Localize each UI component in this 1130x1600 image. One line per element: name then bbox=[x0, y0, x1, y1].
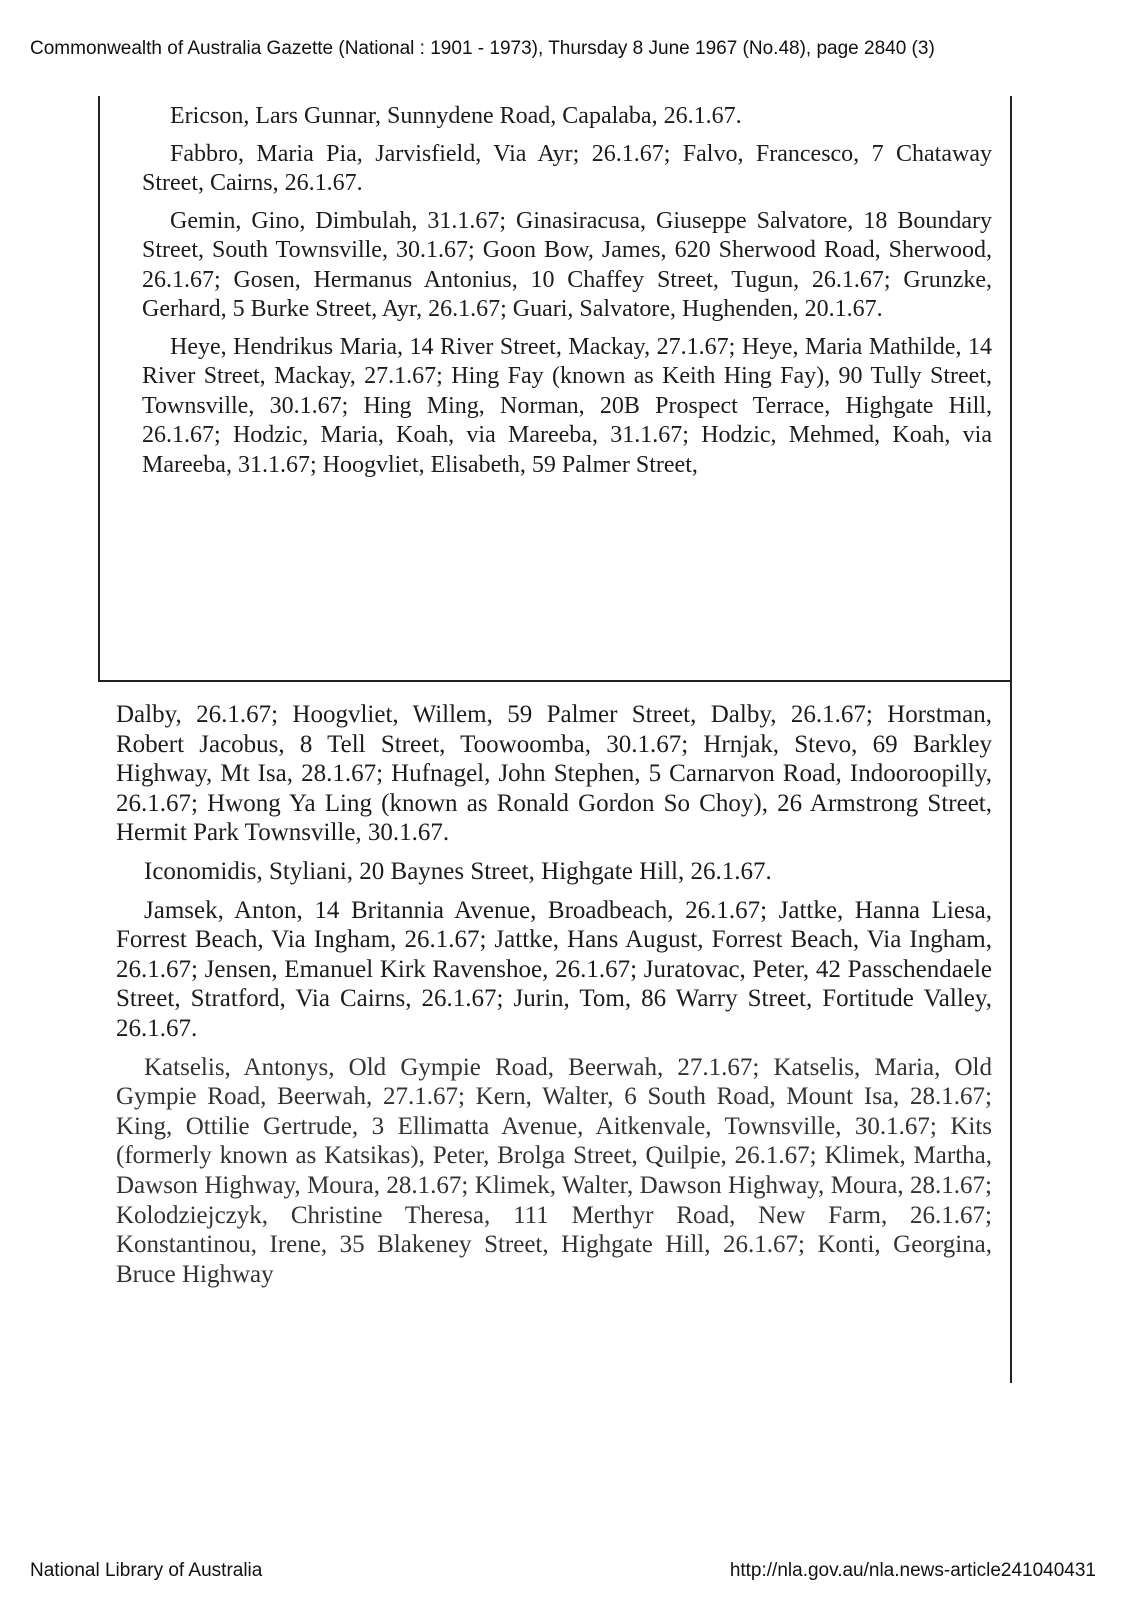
paragraph-f-entries: Fabbro, Maria Pia, Jarvisfield, Via Ayr; 26.1.67; Falvo, Francesco, 7 Chataway Street, Cairns, 26.1.67. bbox=[142, 140, 992, 196]
gazette-scan-area bbox=[98, 96, 1012, 1383]
paragraph-h-entries: Heye, Hendrikus Maria, 14 River Street, Mackay, 27.1.67; Heye, Maria Mathilde, 14 River Street, Mackay, 27.1.67; Hing Fay (known as Keith Hing Fay), 90 Tully Street, Townsville, 30.1.67; Hing Ming, Norman, 20B Prospect Terrace, Highgate Hill, 26.1.67; Hodzic, Maria, Koah, via Mareeba, 31.1.67; Hodzic, Mehmed, Koah, via Mareeba, 31.1.67; Hoogvliet, Elisabeth, 59 Palmer Street, bbox=[142, 333, 992, 478]
section-divider-rule bbox=[98, 680, 1012, 682]
top-column-block bbox=[142, 102, 992, 488]
page-citation-header: Commonwealth of Australia Gazette (National : 1901 - 1973), Thursday 8 June 1967 (No.48), page 2840 (3) bbox=[30, 38, 935, 59]
paragraph-h-continued: Dalby, 26.1.67; Hoogvliet, Willem, 59 Palmer Street, Dalby, 26.1.67; Horstman, Robert Jacobus, 8 Tell Street, Toowoomba, 30.1.67; Hrnjak, Stevo, 69 Barkley Highway, Mt Isa, 28.1.67; Hufnagel, John Stephen, 5 Carnarvon Road, Indooroopilly, 26.1.67; Hwong Ya Ling (known as Ronald Gordon So Choy), 26 Armstrong Street, Hermit Park Townsville, 30.1.67. bbox=[116, 701, 992, 847]
footer-article-link[interactable]: http://nla.gov.au/nla.news-article241040431 bbox=[729, 1560, 1096, 1581]
paragraph-k-entries: Katselis, Antonys, Old Gympie Road, Beerwah, 27.1.67; Katselis, Maria, Old Gympie Road, Beerwah, 27.1.67; Kern, Walter, 6 South Road, Mount Isa, 28.1.67; King, Ottilie Gertrude, 3 Ellimatta Avenue, Aitkenvale, Townsville, 30.1.67; Kits (formerly known as Katsikas), Peter, Brolga Street, Quilpie, 26.1.67; Klimek, Martha, Dawson Highway, Moura, 28.1.67; Klimek, Walter, Dawson Highway, Moura, 28.1.67; Kolodziejczyk, Christine Theresa, 111 Merthyr Road, New Farm, 26.1.67; Konstantinou, Irene, 35 Blakeney Street, Highgate Hill, 26.1.67; Konti, Georgina, Bruce Highway bbox=[116, 1053, 992, 1288]
paragraph-j-entries: Jamsek, Anton, 14 Britannia Avenue, Broadbeach, 26.1.67; Jattke, Hanna Liesa, Forrest Beach, Via Ingham, 26.1.67; Jattke, Hans August, Forrest Beach, Via Ingham, 26.1.67; Jensen, Emanuel Kirk Ravenshoe, 26.1.67; Juratovac, Peter, 42 Passchendaele Street, Stratford, Via Cairns, 26.1.67; Jurin, Tom, 86 Warry Street, Fortitude Valley, 26.1.67. bbox=[116, 896, 992, 1042]
footer-library-name: National Library of Australia bbox=[30, 1560, 263, 1581]
paragraph-e-entries: Ericson, Lars Gunnar, Sunnydene Road, Capalaba, 26.1.67. bbox=[170, 103, 742, 129]
paragraph-i-entries: Iconomidis, Styliani, 20 Baynes Street, Highgate Hill, 26.1.67. bbox=[144, 857, 772, 885]
paragraph-g-entries: Gemin, Gino, Dimbulah, 31.1.67; Ginasiracusa, Giuseppe Salvatore, 18 Boundary Street, South Townsville, 30.1.67; Goon Bow, James, 620 Sherwood Road, Sherwood, 26.1.67; Gosen, Hermanus Antonius, 10 Chaffey Street, Tugun, 26.1.67; Grunzke, Gerhard, 5 Burke Street, Ayr, 26.1.67; Guari, Salvatore, Hughenden, 20.1.67. bbox=[142, 207, 992, 322]
bottom-column-block bbox=[116, 700, 992, 1298]
